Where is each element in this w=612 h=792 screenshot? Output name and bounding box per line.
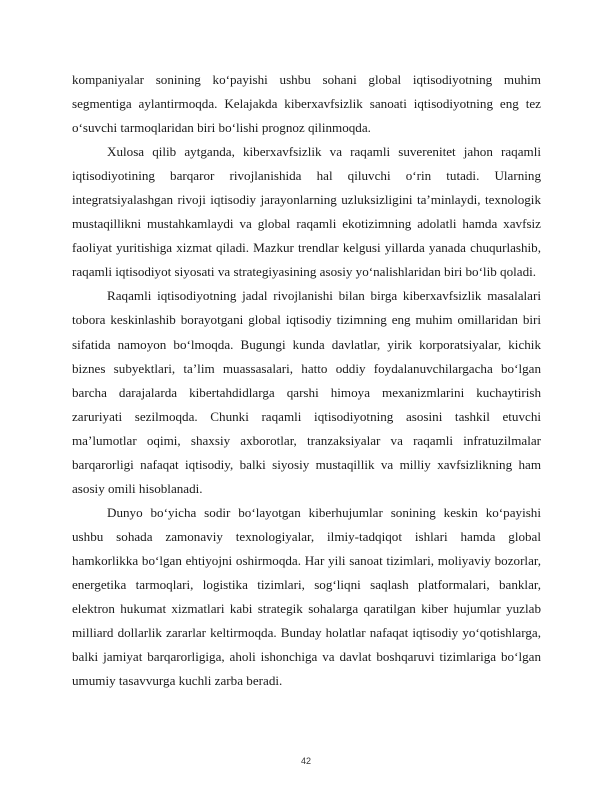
paragraph-conclusion: Xulosa qilib aytganda, kiberxavfsizlik va raqamli suverenitet jahon raqamli iqtisodiyotining barqaror rivojlanishida hal qiluvchi o‘rin tutadi. Ularning integratsiyalashgan rivoji iqtisodiy jarayonlarning uzluksizligini ta’minlaydi, texnologik mustaqillikni mustahkamlaydi va global raqamli ekotizimning adolatli hamda xavfsiz faoliyat yuritishiga xizmat qiladi. Mazkur trendlar kelgusi yillarda yanada chuqurlashib, raqamli iqtisodiyot siyosati va strategiyasining asosiy yo‘nalishlaridan biri bo‘lib qoladi. (72, 144, 541, 280)
paragraph-digital-economy: Raqamli iqtisodiyotning jadal rivojlanishi bilan birga kiberxavfsizlik masalalari tobora keskinlashib borayotgani global iqtisodiy tizimning eng muhim omillaridan biri sifatida namoyon bo‘lmoqda. Bugungi kunda davlatlar, yirik korporatsiyalar, kichik biznes subyektlari, ta’lim muassasalari, hatto oddiy foydalanuvchilargacha bo‘lgan barcha darajalarda kibertahdidlarga qarshi himoya mexanizmlarini kuchaytirish zaruriyati sezilmoqda. Chunki raqamli iqtisodiyotning asosini tashkil etuvchi ma’lumotlar oqimi, shaxsiy axborotlar, tranzaksiyalar va raqamli infratuzilmalar barqarorligi nafaqat iqtisodiy, balki siyosiy mustaqillik va milliy xavfsizlikning ham asosiy omili hisoblanadi. (72, 288, 541, 496)
document-body (72, 68, 541, 693)
paragraph-continuation: kompaniyalar sonining ko‘payishi ushbu sohani global iqtisodiyotning muhim segmentiga aylantirmoqda. Kelajakda kiberxavfsizlik sanoati iqtisodiyotning eng tez o‘suvchi tarmoqlaridan biri bo‘lishi prognoz qilinmoqda. (72, 72, 541, 136)
paragraph-cyberattacks: Dunyo bo‘yicha sodir bo‘layotgan kiberhujumlar sonining keskin ko‘payishi ushbu sohada zamonaviy texnologiyalar, ilmiy-tadqiqot ishlari hamda global hamkorlikka bo‘lgan ehtiyojni oshirmoqda. Har yili sanoat tizimlari, moliyaviy bozorlar, energetika tarmoqlari, logistika tizimlari, sog‘liqni saqlash platformalari, banklar, elektron hukumat xizmatlari kabi strategik sohalarga qaratilgan kiber hujumlar yuzlab milliard dollarlik zararlar keltirmoqda. Bunday holatlar nafaqat iqtisodiy yo‘qotishlarga, balki jamiyat barqarorligiga, aholi ishonchiga va davlat boshqaruvi tizimlariga bo‘lgan umumiy tasavvurga kuchli zarba beradi. (72, 504, 541, 689)
page-number: 42 (300, 756, 311, 766)
